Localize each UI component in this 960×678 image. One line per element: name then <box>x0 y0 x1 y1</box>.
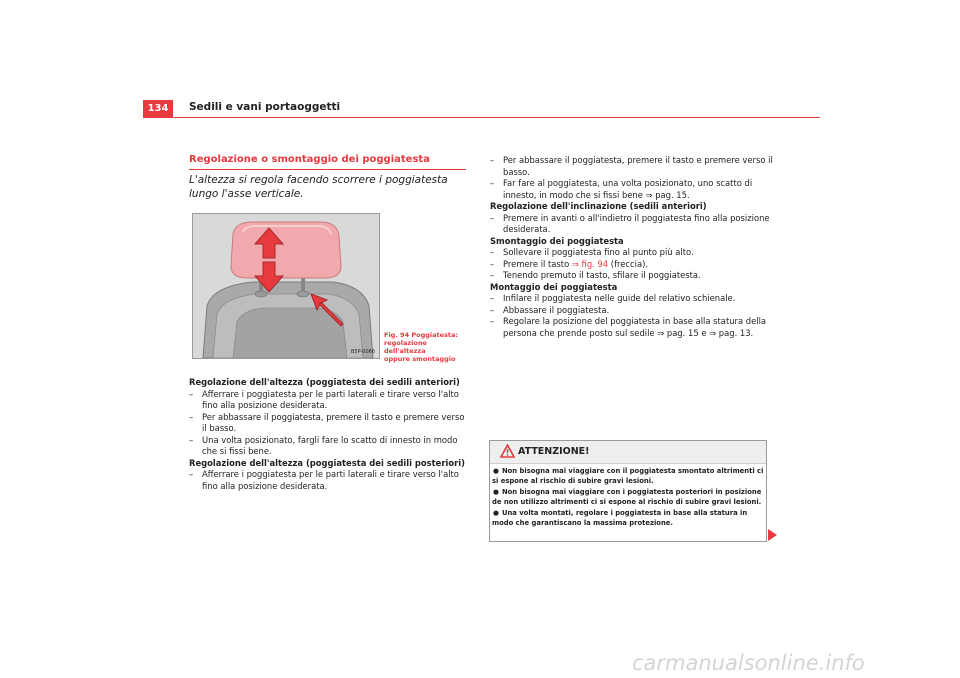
list-item: – Sollevare il poggiatesta fino al punto più alto. <box>490 247 774 259</box>
section-intro: L'altezza si regola facendo scorrere i poggiatesta lungo l'asse verticale. <box>189 174 448 200</box>
warning-list <box>492 467 764 530</box>
page-number: 134 <box>143 100 173 117</box>
warning-item <box>492 509 764 528</box>
warning-item-text: Non bisogna mai viaggiare con i poggiatesta posteriori in posizione de non utilizzo altrimenti ci si espone al rischio di subire gravi lesioni. <box>492 488 762 506</box>
running-header-title: Sedili e vani portaoggetti <box>189 101 341 113</box>
warning-item-text: Una volta montati, regolare i poggiatesta in base alla statura in modo che garantiscano la massima protezione. <box>492 509 748 527</box>
list-item <box>490 259 774 271</box>
list-item-text: (freccia). <box>608 258 649 269</box>
caption-line: oppure smontaggio <box>384 355 456 363</box>
list-item-text: Premere il tasto <box>503 258 572 269</box>
headrest-illustration <box>193 214 379 358</box>
subheading: Smontaggio dei poggiatesta <box>490 235 624 246</box>
list-item: – Abbassare il poggiatesta. <box>490 305 774 317</box>
subheading: Regolazione dell'altezza (poggiatesta dei sedili anteriori) <box>189 377 460 387</box>
subheading: Regolazione dell'inclinazione (sedili anteriori) <box>490 201 707 211</box>
list-item: – Afferrare i poggiatesta per le parti laterali e tirare verso l'alto fino alla posizione desiderata. <box>189 469 469 492</box>
caption-line: regolazione dell'altezza <box>384 339 427 355</box>
list-item: – Far fare al poggiatesta, una volta posizionato, uno scatto di innesto, in modo che si fissi bene ⇒ pag. 15. <box>490 178 774 201</box>
continue-arrow-icon <box>768 529 777 541</box>
figure-caption <box>384 331 466 363</box>
list-item: – Una volta posizionato, fargli fare lo scatto di innesto in modo che si fissi bene. <box>189 435 469 458</box>
list-item: – Infilare il poggiatesta nelle guide del relativo schienale. <box>490 293 774 305</box>
subheading: Montaggio dei poggiatesta <box>490 281 618 292</box>
caption-line: Fig. 94 Poggiatesta: <box>384 331 458 339</box>
bullet-icon: ● <box>493 467 499 475</box>
warning-item-text: Non bisogna mai viaggiare con il poggiatesta smontato altrimenti ci si espone al rischio di subire gravi lesioni. <box>492 467 764 485</box>
list-item: – Tenendo premuto il tasto, sfilare il poggiatesta. <box>490 270 774 282</box>
warning-box <box>489 440 767 542</box>
warning-triangle-icon <box>500 444 515 458</box>
header-rule <box>143 117 820 118</box>
figure-reference-link[interactable]: ⇒ fig. 94 <box>571 258 609 269</box>
list-item: – Premere in avanti o all'indietro il poggiatesta fino alla posizione desiderata. <box>490 213 774 236</box>
watermark: carmanualsonline.info <box>632 651 865 675</box>
warning-item <box>492 467 764 486</box>
subheading: Regolazione dell'altezza (poggiatesta dei sedili posteriori) <box>189 457 465 468</box>
warning-header <box>490 441 766 464</box>
right-column <box>490 155 774 339</box>
list-item: – Regolare la posizione del poggiatesta in base alla statura della persona che prende posto sul sedile ⇒ pag. 15 e ⇒ pag. 13. <box>490 316 774 339</box>
warning-item <box>492 488 764 507</box>
section-title: Regolazione o smontaggio dei poggiatesta <box>189 154 466 170</box>
figure-code: B5P-0066 <box>350 349 375 355</box>
list-item: – Afferrare i poggiatesta per le parti laterali e tirare verso l'alto fino alla posizione desiderata. <box>189 389 469 412</box>
bullet-icon: ● <box>493 488 499 496</box>
warning-title: ATTENZIONE! <box>518 446 590 457</box>
list-item: – Per abbassare il poggiatesta, premere il tasto e premere verso il basso. <box>490 155 774 178</box>
left-column <box>189 377 469 492</box>
headrest-figure <box>192 213 380 359</box>
bullet-icon: ● <box>493 509 499 517</box>
list-item: – Per abbassare il poggiatesta, premere il tasto e premere verso il basso. <box>189 412 469 435</box>
